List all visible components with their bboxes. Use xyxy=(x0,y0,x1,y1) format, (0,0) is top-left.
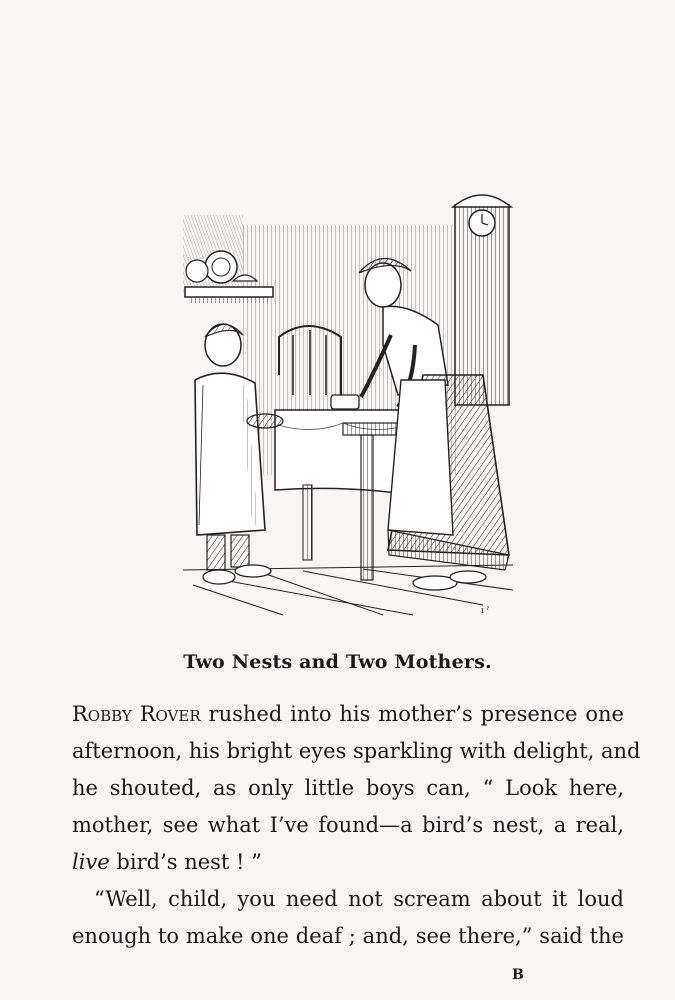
chapter-title: Two Nests and Two Mothers. xyxy=(183,651,492,673)
text-line: enough to make one deaf ; and, see there,” said the xyxy=(72,924,624,948)
text-segment: rushed into his mother’s presence one xyxy=(208,702,624,726)
svg-text:ı ˀ: ı ˀ xyxy=(481,606,490,616)
text-line: “Well, child, you need not scream about it loud xyxy=(94,887,624,911)
text-line xyxy=(72,696,624,733)
text-line xyxy=(72,844,624,881)
text-segment: bird’s nest ! ” xyxy=(116,850,262,874)
text-line: he shouted, as only little boys can, “ Look here, xyxy=(72,776,624,800)
italic-word: live xyxy=(72,850,110,874)
body-text xyxy=(72,696,641,955)
character-name-small-caps: Robby Rover xyxy=(72,702,201,726)
text-line: mother, see what I’ve found—a bird’s nest, a real, xyxy=(72,813,624,837)
text-line: afternoon, his bright eyes sparkling with delight, and xyxy=(72,739,641,763)
boy-and-mother-engraving xyxy=(183,185,513,620)
signature-mark: B xyxy=(512,967,524,983)
engraving-illustration xyxy=(183,185,513,620)
